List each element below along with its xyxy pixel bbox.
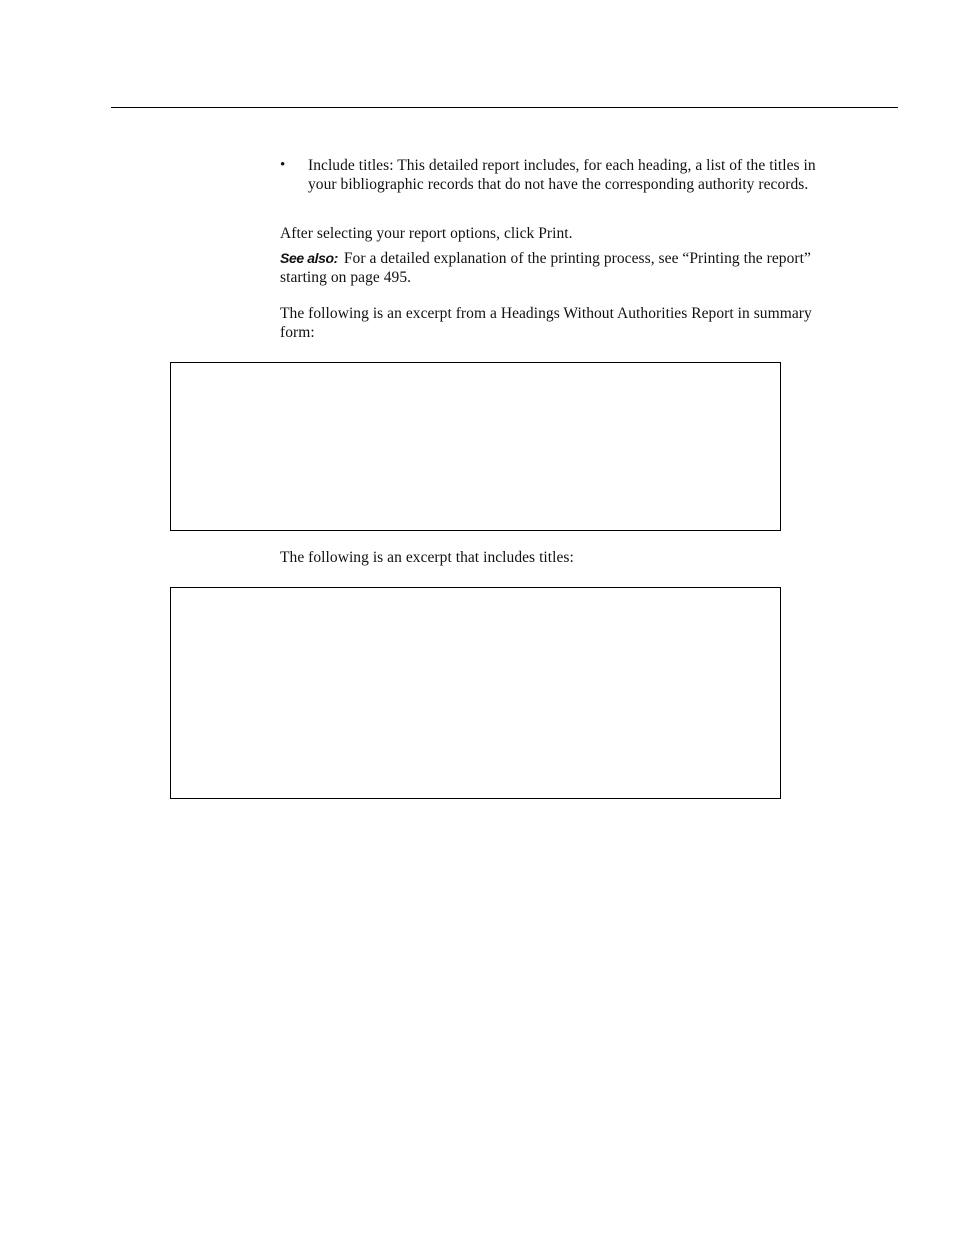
bullet-include-titles-text: Include titles: This detailed report includes, for each heading, a list of the titles in your bibliographic records that do not have the corresponding authority records. <box>308 157 816 193</box>
bullet-marker: • <box>280 157 286 173</box>
after-selecting-paragraph: After selecting your report options, click Print. <box>280 225 573 242</box>
see-also-label: See also: <box>280 250 338 266</box>
summary-excerpt-intro: The following is an excerpt from a Headings Without Authorities Report in summary form: <box>280 305 812 341</box>
see-also-text: For a detailed explanation of the printing process, see “Printing the report” starting on page 495. <box>280 250 811 286</box>
titles-report-excerpt-box <box>170 587 781 799</box>
see-also-paragraph <box>280 249 820 287</box>
summary-report-excerpt-box <box>170 362 781 531</box>
titles-excerpt-intro: The following is an excerpt that includes titles: <box>280 549 574 566</box>
header-rule <box>111 107 898 108</box>
